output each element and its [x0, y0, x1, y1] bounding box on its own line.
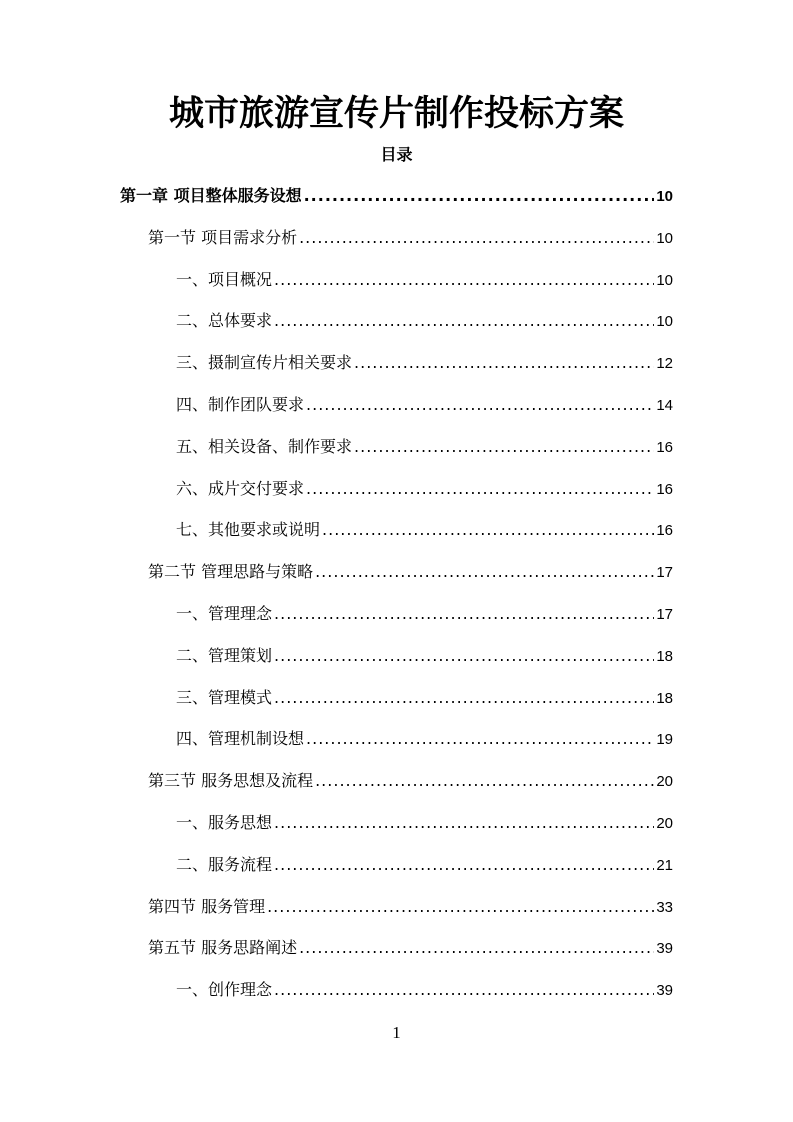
document-title: 城市旅游宣传片制作投标方案 [168, 93, 624, 134]
toc-entry-label: 一、服务思想 [176, 813, 273, 832]
toc-entry-page: 17 [656, 564, 673, 581]
toc-entry-page: 16 [656, 522, 673, 539]
toc-entry-label: 二、总体要求 [176, 311, 273, 330]
toc-entry-page: 18 [656, 648, 673, 665]
toc-entry-page: 16 [656, 439, 673, 456]
toc-entry-subsection[interactable] [176, 684, 673, 712]
toc-dot-leader [299, 224, 654, 252]
toc-dot-leader [274, 809, 654, 837]
toc-dot-leader [274, 684, 654, 712]
toc-entry-section-4[interactable] [148, 893, 673, 921]
toc-entry-chapter-1[interactable] [120, 182, 673, 210]
toc-dot-leader [322, 516, 654, 544]
toc-entry-label: 第一节 项目需求分析 [148, 228, 298, 247]
toc-entry-page: 14 [656, 397, 673, 414]
toc-entry-subsection[interactable] [176, 600, 673, 628]
toc-dot-leader [299, 934, 654, 962]
toc-dot-leader [304, 182, 655, 210]
toc-entry-label: 二、管理策划 [176, 646, 273, 665]
toc-entry-page: 20 [656, 815, 673, 832]
page-number: 1 [392, 1023, 401, 1042]
toc-entry-section-3[interactable] [148, 767, 673, 795]
toc-dot-leader [267, 893, 654, 921]
toc-entry-page: 20 [656, 773, 673, 790]
toc-entry-subsection[interactable] [176, 516, 673, 544]
toc-entry-page: 16 [656, 481, 673, 498]
toc-entry-label: 第四节 服务管理 [148, 897, 266, 916]
toc-entry-page: 33 [656, 899, 673, 916]
toc-dot-leader [274, 976, 654, 1004]
toc-entry-page: 12 [656, 355, 673, 372]
toc-entry-label: 一、创作理念 [176, 980, 273, 999]
toc-entry-label: 三、摄制宣传片相关要求 [176, 353, 353, 372]
toc-entry-section-1[interactable] [148, 224, 673, 252]
toc-entry-page: 10 [656, 230, 673, 247]
toc-entry-subsection[interactable] [176, 725, 673, 753]
toc-dot-leader [274, 600, 654, 628]
toc-heading: 目录 [380, 145, 413, 164]
toc-entry-label: 三、管理模式 [176, 688, 273, 707]
toc-entry-subsection[interactable] [176, 391, 673, 419]
toc-dot-leader [274, 642, 654, 670]
toc-dot-leader [315, 558, 654, 586]
toc-entry-page: 10 [656, 188, 673, 205]
toc-dot-leader [274, 266, 654, 294]
toc-entry-subsection[interactable] [176, 433, 673, 461]
toc-entry-label: 四、管理机制设想 [176, 729, 305, 748]
toc-dot-leader [354, 349, 654, 377]
toc-entry-label: 七、其他要求或说明 [176, 520, 321, 539]
toc-entry-subsection[interactable] [176, 809, 673, 837]
toc-entry-section-5[interactable] [148, 934, 673, 962]
toc-entry-label: 第五节 服务思路阐述 [148, 938, 298, 957]
toc-entry-subsection[interactable] [176, 266, 673, 294]
toc-entry-subsection[interactable] [176, 475, 673, 503]
toc-entry-subsection[interactable] [176, 307, 673, 335]
toc-entry-page: 10 [656, 272, 673, 289]
toc-dot-leader [306, 475, 654, 503]
toc-entry-label: 第一章 项目整体服务设想 [120, 186, 302, 205]
toc-entry-section-2[interactable] [148, 558, 673, 586]
toc-entry-page: 19 [656, 731, 673, 748]
toc-entry-subsection[interactable] [176, 976, 673, 1004]
toc-entry-label: 二、服务流程 [176, 855, 273, 874]
toc-entry-label: 一、管理理念 [176, 604, 273, 623]
toc-entry-page: 39 [656, 982, 673, 999]
toc-dot-leader [354, 433, 654, 461]
toc-dot-leader [306, 725, 654, 753]
toc-entry-subsection[interactable] [176, 349, 673, 377]
toc-dot-leader [315, 767, 654, 795]
toc-entry-page: 21 [656, 857, 673, 874]
toc-entry-label: 六、成片交付要求 [176, 479, 305, 498]
toc-dot-leader [274, 307, 654, 335]
toc-dot-leader [306, 391, 654, 419]
toc-entry-subsection[interactable] [176, 642, 673, 670]
toc-entry-label: 一、项目概况 [176, 270, 273, 289]
toc-entry-label: 第三节 服务思想及流程 [148, 771, 314, 790]
toc-entry-label: 第二节 管理思路与策略 [148, 562, 314, 581]
toc-entry-subsection[interactable] [176, 851, 673, 879]
toc-entry-label: 五、相关设备、制作要求 [176, 437, 353, 456]
toc-entry-label: 四、制作团队要求 [176, 395, 305, 414]
toc-dot-leader [274, 851, 654, 879]
toc-entry-page: 17 [656, 606, 673, 623]
toc-entry-page: 10 [656, 313, 673, 330]
toc-entry-page: 18 [656, 690, 673, 707]
toc-entry-page: 39 [656, 940, 673, 957]
